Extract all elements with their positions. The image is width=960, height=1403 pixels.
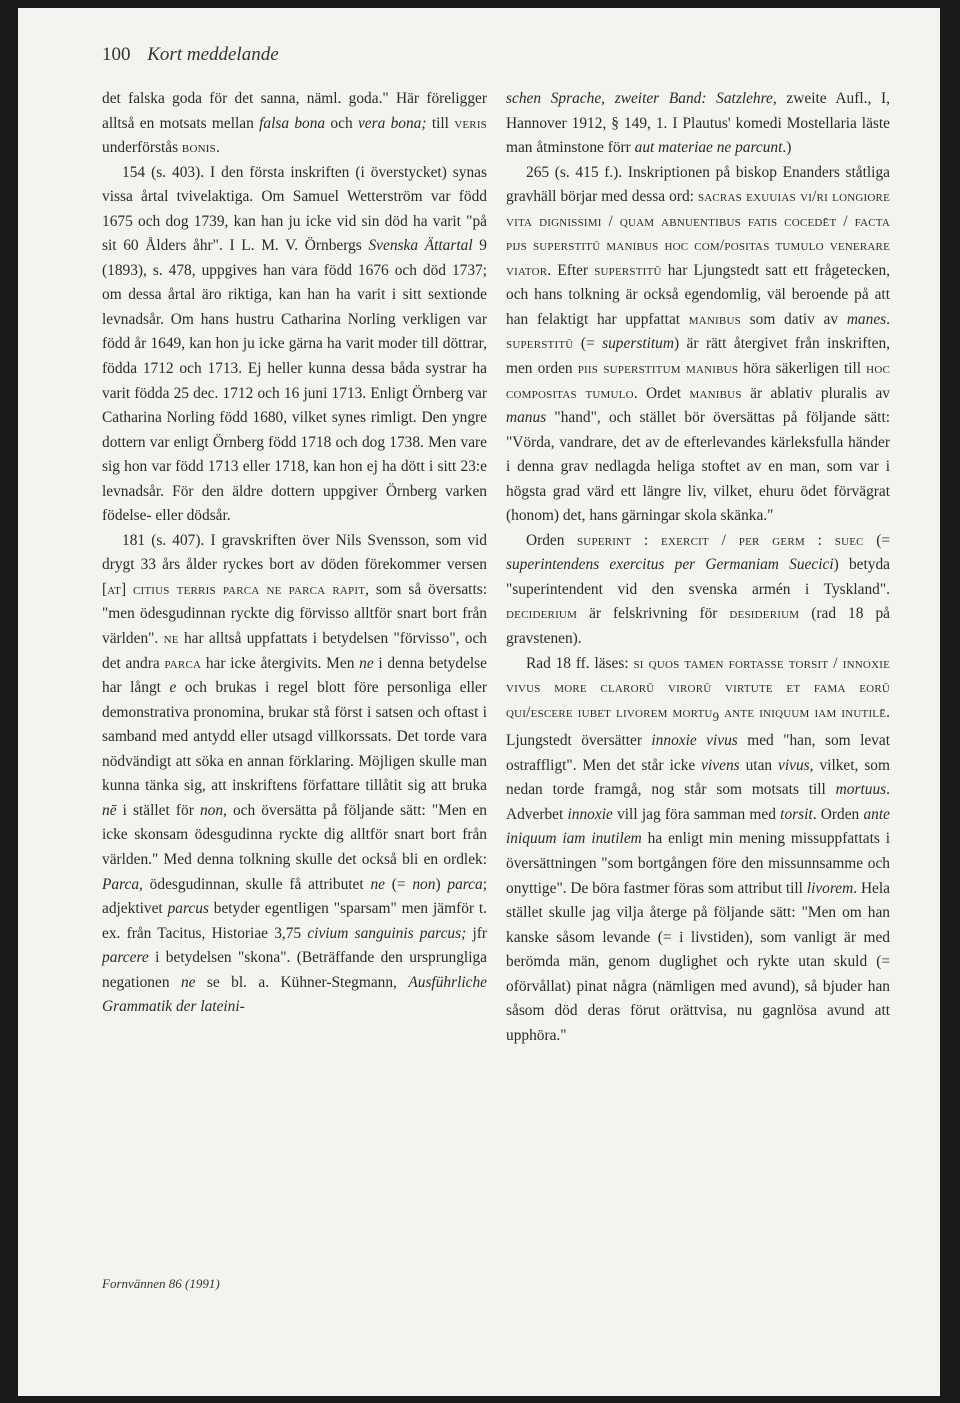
page-number: 100: [102, 44, 131, 65]
document-page: [18, 8, 940, 1396]
paragraph: det falska goda för det sanna, näml. goda." Här föreligger alltså en motsats mellan falsa bona och vera bona; till veris underförstås bonis.: [102, 90, 487, 157]
page-header: [102, 44, 279, 66]
section-title: Kort meddelande: [147, 44, 279, 65]
paragraph: 265 (s. 415 f.). Inskriptionen på biskop Enanders ståtliga gravhäll börjar med dessa ord: sacras exuuias vi/ri longiore vita dignissimi / quam abnuentibus fatis cocedēt / facta pijs superstitū manibus hoc com/positas tumulo venerare viator. Efter superstitū har Ljungstedt satt ett frågetecken, och hans tolkning är också egendomlig, väl beroende på att han felaktigt har uppfattat manibus som dativ av manes. superstitū (= superstitum) är rätt återgivet från inskriften, men orden piis superstitum manibus höra säkerligen till hoc compositas tumulo. Ordet manibus är ablativ pluralis av manus "hand", och stället bör översättas på följande sätt: "Vörda, vandrare, det av de efterlevandes kärleksfulla händer i denna grav nedlagda heliga stoftet av en man, som var i högsta grad värd ett längre liv, vilket, ehuru ödet förvägrat (honom) det, hans gärningar skola skänka.": [506, 163, 891, 525]
paragraph: schen Sprache, zweiter Band: Satzlehre, zweite Aufl., I, Hannover 1912, § 149, 1. I Plautus' komedi Mostellaria läste man åtminstone förr aut materiae ne parcunt.): [506, 90, 891, 157]
right-column: [506, 87, 890, 1048]
paragraph: 154 (s. 403). I den första inskriften (i överstycket) synas vissa årtal tvivelaktiga. Om Samuel Wetterström var född 1675 och dog 1739, kan han ju icke vid sin död ha varit "på sit 60 Ålders åhr". I L. M. V. Örnbergs Svenska Ättartal 9 (1893), s. 478, uppgives han vara född 1676 och död 1737; om dessa årtal äro riktiga, kan han ha varit i sitt sextionde levnadsår. Om hans hustru Catharina Norling verkligen var född år 1649, kan hon ju icke gärna ha varit moder till döttrar, födda 1712 och 1713. Ej heller kunna dessa båda systrar ha varit födda 25 dec. 1712 och 16 juni 1713. Enligt Örnberg var Catharina Norling född 1680, vilket synes rimligt. Den yngre dottern var enligt Örnberg född 1718 och dog 1738. Men vare sig hon var född 1713 eller 1718, kan hon ej ha dött i sitt 23:e levnadsår. För den äldre dottern uppgiver Örnberg varken födelse- eller dödsår.: [102, 163, 487, 525]
paragraph: Orden superint : exercit / per germ : suec (= superintendens exercitus per Germaniam Suecici) betyda "superintendent vid den svenska armén i Tyskland". deciderium är felskrivning för desiderium (rad 18 på gravstenen).: [506, 531, 891, 648]
paragraph: Rad 18 ff. läses: si quos tamen fortasse torsit / innoxie vivus more clarorū virorū virtute et fama eorū qui/escere iubet livorem mortu$_9$ ante iniquum iam inutilē. Ljungstedt översätter innoxie vivus med "han, som levat ostraffligt". Men det står icke vivens utan vivus, vilket, som nedan torde framgå, nog står som motsats till mortuus. Adverbet innoxie vill jag föra samman med torsit. Orden ante iniquum iam inutilem ha enligt min mening missuppfattats i översättningen "som bortgången före den missunnsamme och onyttige". De böra fastmer föras som attribut till livorem. Hela stället skulle jag vilja återge på följande sätt: "Men om han kanske såsom levande (= i livstiden), som vanligt är med berömda män, genom duglighet och rykte utan skuld (= oförvållat) pinat några (nämligen med avund), så bjuder han såsom död deras förut orättvisa, nu gagnlösa avund att upphöra.": [506, 654, 891, 1044]
left-column: [102, 87, 487, 1020]
journal-footer: Fornvännen 86 (1991): [102, 1276, 220, 1291]
paragraph: 181 (s. 407). I gravskriften över Nils Svensson, som vid drygt 33 års ålder ryckes bort av döden förekommer versen [at] citius terris parca ne parca rapit, som så översatts: "men ödesgudinnan ryckte dig förvisso alltför snart bort från världen". ne har alltså uppfattats i betydelsen "förvisso", och det andra parca har icke återgivits. Men ne i denna betydelse har långt e och brukas i regel blott före personliga eller demonstrativa pronomina, brukar stå först i satsen och oftast i samband med antydd eller utsagd villkorssats. Det torde vara nödvändigt att söka en annan förklaring. Möjligen skulle man kunna tänka sig, att inskriftens författare tillåtit sig att bruka nē i stället för non, och översätta på följande sätt: "Men en icke skonsam ödesgudinna ryckte dig alltför snart bort från världen." Med denna tolkning skulle det också bli en ordlek: Parca, ödesgudinnan, skulle få attributet ne (= non) parca; adjektivet parcus betyder egentligen "sparsam" men jämför t. ex. från Tacitus, Historiae 3,75 civium sanguinis parcus; jfr parcere i betydelsen "skona". (Beträffande den ursprungliga negationen ne se bl. a. Kühner-Stegmann, Ausführliche Grammatik der lateini-: [102, 531, 488, 1016]
